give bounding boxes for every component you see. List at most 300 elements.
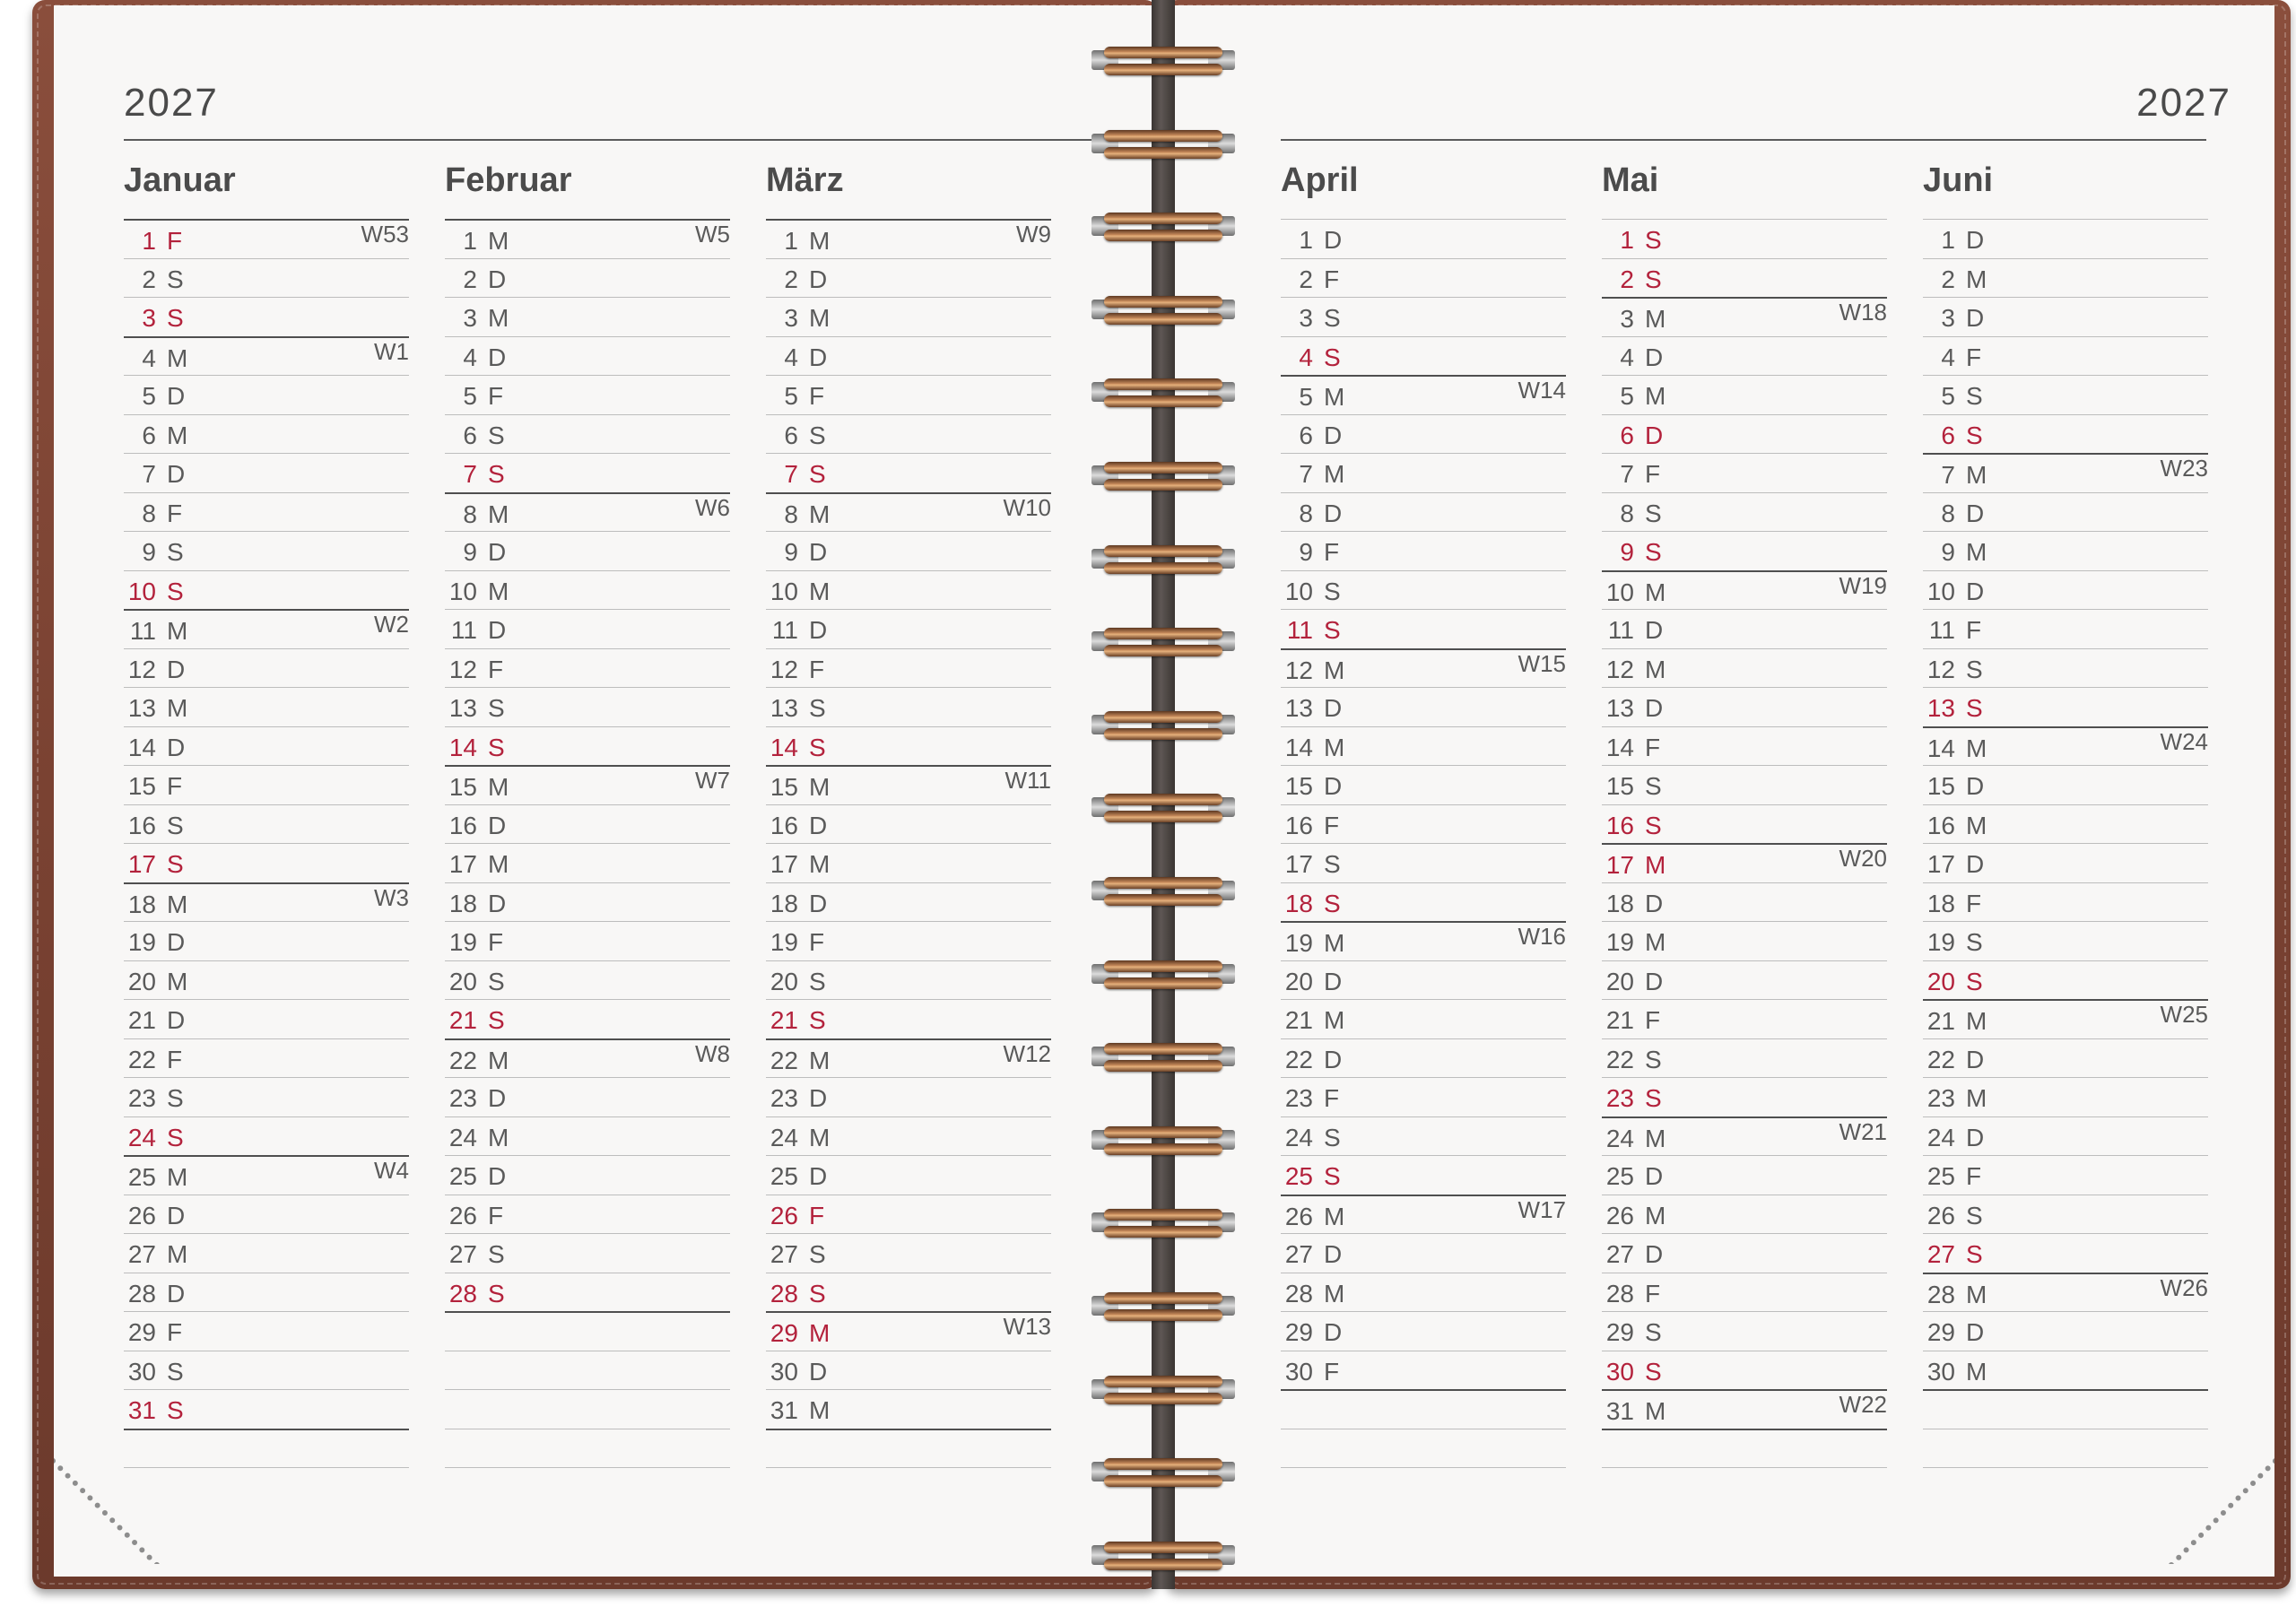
day-number: 1 bbox=[1620, 226, 1634, 254]
day-row[interactable] bbox=[124, 492, 409, 532]
weekday-letter: S bbox=[167, 577, 184, 605]
day-row[interactable] bbox=[124, 726, 409, 766]
day-row[interactable] bbox=[124, 1077, 409, 1116]
day-row[interactable] bbox=[1923, 882, 2208, 922]
day-row[interactable] bbox=[1281, 648, 1566, 688]
weekday-letter: F bbox=[809, 655, 825, 683]
day-row[interactable] bbox=[1281, 1311, 1566, 1351]
day-row[interactable] bbox=[1602, 843, 1887, 882]
day-row[interactable] bbox=[124, 219, 409, 258]
day-row[interactable] bbox=[1281, 414, 1566, 454]
day-row[interactable] bbox=[1281, 570, 1566, 610]
week-number: W15 bbox=[1518, 649, 1566, 677]
weekday-letter: M bbox=[167, 694, 188, 722]
day-row[interactable] bbox=[1923, 687, 2208, 726]
day-row[interactable] bbox=[445, 882, 730, 922]
day-row[interactable] bbox=[1923, 1195, 2208, 1234]
day-row[interactable] bbox=[1923, 297, 2208, 336]
day-row[interactable] bbox=[1602, 219, 1887, 258]
weekday-letter: S bbox=[488, 733, 505, 761]
weekday-letter: D bbox=[488, 1162, 507, 1190]
day-row[interactable] bbox=[766, 570, 1051, 610]
day-number: 23 bbox=[1284, 1084, 1313, 1112]
day-row[interactable] bbox=[445, 531, 730, 570]
day-row[interactable] bbox=[766, 492, 1051, 532]
note-line[interactable] bbox=[766, 1429, 1051, 1468]
day-number: 10 bbox=[1926, 577, 1955, 605]
day-row[interactable] bbox=[1923, 1038, 2208, 1078]
coil-wire bbox=[1104, 395, 1222, 407]
day-row[interactable] bbox=[1602, 1389, 1887, 1429]
day-row[interactable] bbox=[445, 1116, 730, 1156]
day-row[interactable] bbox=[124, 765, 409, 804]
day-number: 28 bbox=[1926, 1280, 1955, 1308]
day-row[interactable] bbox=[1281, 1077, 1566, 1116]
day-row[interactable] bbox=[124, 297, 409, 336]
day-row[interactable] bbox=[766, 843, 1051, 882]
day-number: 17 bbox=[448, 850, 477, 878]
day-row[interactable] bbox=[1923, 843, 2208, 882]
day-row[interactable] bbox=[1602, 1077, 1887, 1116]
day-row[interactable] bbox=[1281, 336, 1566, 376]
weekday-letter: M bbox=[809, 304, 831, 332]
day-row[interactable] bbox=[124, 414, 409, 454]
day-row[interactable] bbox=[1281, 1195, 1566, 1234]
day-row[interactable] bbox=[1281, 882, 1566, 922]
day-row[interactable] bbox=[1281, 1038, 1566, 1078]
day-row[interactable] bbox=[124, 1389, 409, 1429]
note-line[interactable] bbox=[445, 1351, 730, 1390]
day-row[interactable] bbox=[445, 1233, 730, 1273]
weekday-letter: S bbox=[1966, 1240, 1983, 1268]
note-line[interactable] bbox=[1923, 1429, 2208, 1468]
day-row[interactable] bbox=[766, 609, 1051, 648]
day-row[interactable] bbox=[124, 570, 409, 610]
day-number: 30 bbox=[1926, 1357, 1955, 1386]
day-row[interactable] bbox=[766, 726, 1051, 766]
weekday-letter: S bbox=[1645, 538, 1662, 566]
day-row[interactable] bbox=[766, 687, 1051, 726]
day-row[interactable] bbox=[124, 1195, 409, 1234]
day-number: 26 bbox=[770, 1201, 798, 1229]
day-row[interactable] bbox=[1281, 1351, 1566, 1390]
day-row[interactable] bbox=[1602, 297, 1887, 336]
day-number: 12 bbox=[1284, 656, 1313, 684]
day-row[interactable] bbox=[766, 1077, 1051, 1116]
weekday-letter: M bbox=[1966, 734, 1987, 762]
day-row[interactable] bbox=[766, 375, 1051, 414]
day-row[interactable] bbox=[124, 882, 409, 922]
weekday-letter: M bbox=[1324, 383, 1345, 411]
day-row[interactable] bbox=[1923, 1155, 2208, 1195]
weekday-letter: S bbox=[809, 1279, 826, 1308]
day-row[interactable] bbox=[124, 1155, 409, 1195]
day-row[interactable] bbox=[1602, 414, 1887, 454]
day-number: 5 bbox=[784, 382, 798, 410]
day-row[interactable] bbox=[1281, 687, 1566, 726]
weekday-letter: S bbox=[488, 1240, 505, 1268]
day-row[interactable] bbox=[1923, 531, 2208, 570]
day-row[interactable] bbox=[445, 999, 730, 1038]
day-row[interactable] bbox=[1923, 648, 2208, 688]
day-row[interactable] bbox=[1923, 999, 2208, 1038]
note-line[interactable] bbox=[1281, 1389, 1566, 1429]
day-row[interactable] bbox=[124, 453, 409, 492]
day-row[interactable] bbox=[766, 1195, 1051, 1234]
day-number: 11 bbox=[129, 617, 156, 645]
day-number: 9 bbox=[1620, 538, 1634, 566]
right-page bbox=[1175, 5, 2274, 1577]
binding-ring bbox=[1091, 1038, 1235, 1077]
day-number: 10 bbox=[770, 577, 798, 605]
day-row[interactable] bbox=[445, 921, 730, 960]
day-row[interactable] bbox=[1281, 1273, 1566, 1312]
day-row[interactable] bbox=[1923, 1233, 2208, 1273]
weekday-letter: M bbox=[167, 343, 188, 372]
day-number: 11 bbox=[1286, 616, 1313, 644]
day-row[interactable] bbox=[445, 804, 730, 844]
coil-wire bbox=[1104, 1309, 1222, 1321]
day-row[interactable] bbox=[445, 765, 730, 804]
day-row[interactable] bbox=[1602, 1116, 1887, 1156]
day-row[interactable] bbox=[766, 1038, 1051, 1078]
day-row[interactable] bbox=[1602, 726, 1887, 766]
day-row[interactable] bbox=[766, 1311, 1051, 1351]
day-row[interactable] bbox=[124, 687, 409, 726]
day-row[interactable] bbox=[1923, 336, 2208, 376]
day-row[interactable] bbox=[766, 414, 1051, 454]
day-row[interactable] bbox=[124, 609, 409, 648]
day-number: 2 bbox=[142, 265, 156, 293]
day-row[interactable] bbox=[1602, 609, 1887, 648]
day-row[interactable] bbox=[445, 1273, 730, 1312]
note-line[interactable] bbox=[1602, 1467, 1887, 1507]
weekday-letter: D bbox=[1966, 1123, 1985, 1151]
day-number: 9 bbox=[784, 538, 798, 566]
day-row[interactable] bbox=[445, 570, 730, 610]
day-row[interactable] bbox=[445, 297, 730, 336]
day-number: 17 bbox=[1605, 851, 1634, 879]
day-number: 8 bbox=[1620, 499, 1634, 527]
day-number: 19 bbox=[1926, 928, 1955, 956]
week-number: W21 bbox=[1839, 1117, 1887, 1145]
day-row[interactable] bbox=[766, 1273, 1051, 1312]
weekday-letter: M bbox=[1324, 460, 1345, 488]
weekday-letter: D bbox=[488, 538, 507, 566]
day-row[interactable] bbox=[1923, 765, 2208, 804]
month-column bbox=[766, 158, 1051, 1507]
day-row[interactable] bbox=[124, 1351, 409, 1390]
day-row[interactable] bbox=[124, 648, 409, 688]
weekday-letter: D bbox=[1966, 226, 1985, 254]
day-number: 7 bbox=[142, 460, 156, 488]
weekday-letter: D bbox=[1645, 616, 1664, 644]
week-number: W6 bbox=[695, 493, 730, 521]
day-row[interactable] bbox=[766, 882, 1051, 922]
weekday-letter: M bbox=[167, 421, 188, 449]
day-row[interactable] bbox=[766, 336, 1051, 376]
day-number: 17 bbox=[770, 850, 798, 878]
day-row[interactable] bbox=[1602, 1311, 1887, 1351]
day-row[interactable] bbox=[1923, 414, 2208, 454]
day-row[interactable] bbox=[766, 1389, 1051, 1429]
day-row[interactable] bbox=[1281, 999, 1566, 1038]
day-row[interactable] bbox=[124, 960, 409, 1000]
day-row[interactable] bbox=[1602, 258, 1887, 298]
weekday-letter: S bbox=[167, 850, 184, 878]
day-number: 16 bbox=[1605, 811, 1634, 839]
day-number: 3 bbox=[784, 304, 798, 332]
day-row[interactable] bbox=[1281, 843, 1566, 882]
day-row[interactable] bbox=[1923, 375, 2208, 414]
note-line[interactable] bbox=[1602, 1429, 1887, 1468]
day-row[interactable] bbox=[1281, 219, 1566, 258]
day-row[interactable] bbox=[1923, 570, 2208, 610]
day-row[interactable] bbox=[1281, 531, 1566, 570]
note-line[interactable] bbox=[1281, 1429, 1566, 1468]
day-number: 10 bbox=[1605, 578, 1634, 606]
day-row[interactable] bbox=[1923, 1311, 2208, 1351]
note-line[interactable] bbox=[445, 1429, 730, 1468]
note-line[interactable] bbox=[445, 1311, 730, 1351]
day-row[interactable] bbox=[1923, 453, 2208, 492]
day-row[interactable] bbox=[1602, 1351, 1887, 1390]
day-row[interactable] bbox=[445, 219, 730, 258]
day-row[interactable] bbox=[766, 1116, 1051, 1156]
note-line[interactable] bbox=[766, 1467, 1051, 1507]
day-row[interactable] bbox=[1602, 999, 1887, 1038]
weekday-letter: D bbox=[809, 1084, 828, 1112]
weekday-letter: F bbox=[167, 227, 183, 255]
day-row[interactable] bbox=[124, 375, 409, 414]
weekday-letter: F bbox=[1966, 616, 1982, 644]
day-row[interactable] bbox=[766, 1233, 1051, 1273]
day-row[interactable] bbox=[1281, 960, 1566, 1000]
day-row[interactable] bbox=[1923, 492, 2208, 532]
day-row[interactable] bbox=[1602, 336, 1887, 376]
weekday-letter: S bbox=[1645, 1357, 1662, 1386]
month-name: Februar bbox=[445, 161, 572, 199]
day-row[interactable] bbox=[1281, 492, 1566, 532]
day-row[interactable] bbox=[124, 258, 409, 298]
weekday-letter: F bbox=[488, 1201, 504, 1229]
day-row[interactable] bbox=[445, 687, 730, 726]
binding-ring bbox=[1091, 1287, 1235, 1326]
weekday-letter: F bbox=[1645, 460, 1661, 488]
day-row[interactable] bbox=[1281, 1116, 1566, 1156]
weekday-letter: S bbox=[1966, 421, 1983, 449]
day-row[interactable] bbox=[1602, 531, 1887, 570]
day-row[interactable] bbox=[124, 1273, 409, 1312]
weekday-letter: M bbox=[809, 1396, 831, 1424]
weekday-letter: S bbox=[1324, 889, 1341, 917]
day-row[interactable] bbox=[445, 609, 730, 648]
day-number: 18 bbox=[1926, 889, 1955, 917]
day-row[interactable] bbox=[1602, 1155, 1887, 1195]
day-number: 31 bbox=[127, 1396, 156, 1424]
weekday-letter: S bbox=[1966, 655, 1983, 683]
note-line[interactable] bbox=[445, 1389, 730, 1429]
day-row[interactable] bbox=[766, 921, 1051, 960]
day-row[interactable] bbox=[1923, 1077, 2208, 1116]
day-number: 3 bbox=[1620, 305, 1634, 333]
day-row[interactable] bbox=[1602, 492, 1887, 532]
weekday-letter: S bbox=[809, 421, 826, 449]
day-row[interactable] bbox=[1602, 375, 1887, 414]
day-row[interactable] bbox=[1281, 297, 1566, 336]
day-row[interactable] bbox=[766, 765, 1051, 804]
coil-wire bbox=[1104, 877, 1222, 889]
day-row[interactable] bbox=[1923, 921, 2208, 960]
coil-wire bbox=[1104, 794, 1222, 805]
day-row[interactable] bbox=[445, 648, 730, 688]
day-number: 5 bbox=[1299, 383, 1313, 411]
note-line[interactable] bbox=[1923, 1467, 2208, 1507]
day-row[interactable] bbox=[1602, 882, 1887, 922]
day-row[interactable] bbox=[766, 960, 1051, 1000]
day-number: 5 bbox=[463, 382, 477, 410]
day-number: 23 bbox=[770, 1084, 798, 1112]
day-row[interactable] bbox=[124, 804, 409, 844]
day-row[interactable] bbox=[1281, 375, 1566, 414]
day-row[interactable] bbox=[1281, 258, 1566, 298]
day-row[interactable] bbox=[1602, 765, 1887, 804]
day-row[interactable] bbox=[766, 453, 1051, 492]
day-row[interactable] bbox=[124, 1038, 409, 1078]
month-column bbox=[1602, 158, 1887, 1507]
day-row[interactable] bbox=[445, 1077, 730, 1116]
day-row[interactable] bbox=[1923, 726, 2208, 766]
day-row[interactable] bbox=[766, 1155, 1051, 1195]
day-row[interactable] bbox=[766, 531, 1051, 570]
day-row[interactable] bbox=[445, 726, 730, 766]
note-line[interactable] bbox=[445, 1467, 730, 1507]
weekday-letter: S bbox=[167, 1396, 184, 1424]
day-row[interactable] bbox=[1923, 219, 2208, 258]
day-row[interactable] bbox=[1281, 726, 1566, 766]
day-row[interactable] bbox=[445, 453, 730, 492]
coil-wire bbox=[1104, 894, 1222, 906]
day-row[interactable] bbox=[1923, 1273, 2208, 1312]
day-row[interactable] bbox=[1602, 570, 1887, 610]
binding-ring bbox=[1091, 291, 1235, 330]
day-row[interactable] bbox=[124, 999, 409, 1038]
day-row[interactable] bbox=[766, 648, 1051, 688]
day-row[interactable] bbox=[1281, 921, 1566, 960]
day-row[interactable] bbox=[1281, 1233, 1566, 1273]
weekday-letter: D bbox=[809, 343, 828, 371]
day-row[interactable] bbox=[124, 921, 409, 960]
day-row[interactable] bbox=[766, 258, 1051, 298]
weekday-letter: F bbox=[1966, 343, 1982, 371]
day-number: 29 bbox=[127, 1318, 156, 1346]
weekday-letter: M bbox=[167, 890, 188, 918]
day-row[interactable] bbox=[1281, 1155, 1566, 1195]
week-number: W19 bbox=[1839, 571, 1887, 599]
day-number: 4 bbox=[463, 343, 477, 371]
day-row[interactable] bbox=[1923, 804, 2208, 844]
day-row[interactable] bbox=[1602, 960, 1887, 1000]
day-row[interactable] bbox=[124, 1116, 409, 1156]
day-row[interactable] bbox=[124, 1311, 409, 1351]
day-row[interactable] bbox=[445, 1155, 730, 1195]
day-row[interactable] bbox=[1602, 1195, 1887, 1234]
day-row[interactable] bbox=[1923, 258, 2208, 298]
day-row[interactable] bbox=[445, 1195, 730, 1234]
week-number: W10 bbox=[1003, 493, 1051, 521]
day-row[interactable] bbox=[766, 297, 1051, 336]
note-line[interactable] bbox=[1923, 1389, 2208, 1429]
day-row[interactable] bbox=[445, 843, 730, 882]
day-row[interactable] bbox=[1281, 804, 1566, 844]
day-row[interactable] bbox=[445, 960, 730, 1000]
day-row[interactable] bbox=[445, 258, 730, 298]
day-number: 18 bbox=[1284, 889, 1313, 917]
weekday-letter: D bbox=[1324, 694, 1343, 722]
day-row[interactable] bbox=[445, 492, 730, 532]
day-row[interactable] bbox=[1281, 453, 1566, 492]
day-row[interactable] bbox=[1923, 960, 2208, 1000]
note-line[interactable] bbox=[124, 1467, 409, 1507]
day-number: 14 bbox=[127, 733, 156, 761]
note-line[interactable] bbox=[124, 1429, 409, 1468]
day-row[interactable] bbox=[1281, 609, 1566, 648]
day-row[interactable] bbox=[445, 375, 730, 414]
day-row[interactable] bbox=[124, 1233, 409, 1273]
day-row[interactable] bbox=[124, 531, 409, 570]
day-row[interactable] bbox=[1602, 921, 1887, 960]
day-row[interactable] bbox=[1602, 648, 1887, 688]
day-row[interactable] bbox=[766, 804, 1051, 844]
day-row[interactable] bbox=[445, 1038, 730, 1078]
day-number: 8 bbox=[1941, 499, 1955, 527]
day-row[interactable] bbox=[766, 219, 1051, 258]
weekday-letter: M bbox=[1324, 1279, 1345, 1308]
weekday-letter: D bbox=[1966, 499, 1985, 527]
day-row[interactable] bbox=[124, 843, 409, 882]
day-row[interactable] bbox=[1281, 765, 1566, 804]
weekday-letter: F bbox=[1324, 1084, 1340, 1112]
coil-wire bbox=[1104, 645, 1222, 656]
day-row[interactable] bbox=[445, 414, 730, 454]
day-row[interactable] bbox=[1602, 1233, 1887, 1273]
week-number: W16 bbox=[1518, 923, 1566, 950]
day-row[interactable] bbox=[1602, 453, 1887, 492]
day-row[interactable] bbox=[1923, 1351, 2208, 1390]
day-row[interactable] bbox=[1923, 609, 2208, 648]
day-row[interactable] bbox=[1923, 1116, 2208, 1156]
note-line[interactable] bbox=[1281, 1467, 1566, 1507]
day-row[interactable] bbox=[124, 336, 409, 376]
day-row[interactable] bbox=[1602, 1273, 1887, 1312]
day-row[interactable] bbox=[1602, 804, 1887, 844]
day-number: 23 bbox=[1605, 1084, 1634, 1112]
week-number: W23 bbox=[2160, 455, 2208, 482]
day-row[interactable] bbox=[1602, 1038, 1887, 1078]
day-row[interactable] bbox=[766, 999, 1051, 1038]
day-number: 7 bbox=[1299, 460, 1313, 488]
day-row[interactable] bbox=[766, 1351, 1051, 1390]
week-number: W13 bbox=[1003, 1313, 1051, 1340]
day-number: 6 bbox=[463, 421, 477, 449]
weekday-letter: S bbox=[167, 538, 184, 566]
coil-wire bbox=[1104, 64, 1222, 75]
weekday-letter: D bbox=[1966, 1318, 1985, 1346]
coil-wire bbox=[1104, 47, 1222, 58]
day-row[interactable] bbox=[445, 336, 730, 376]
day-number: 25 bbox=[1284, 1162, 1313, 1190]
day-row[interactable] bbox=[1602, 687, 1887, 726]
